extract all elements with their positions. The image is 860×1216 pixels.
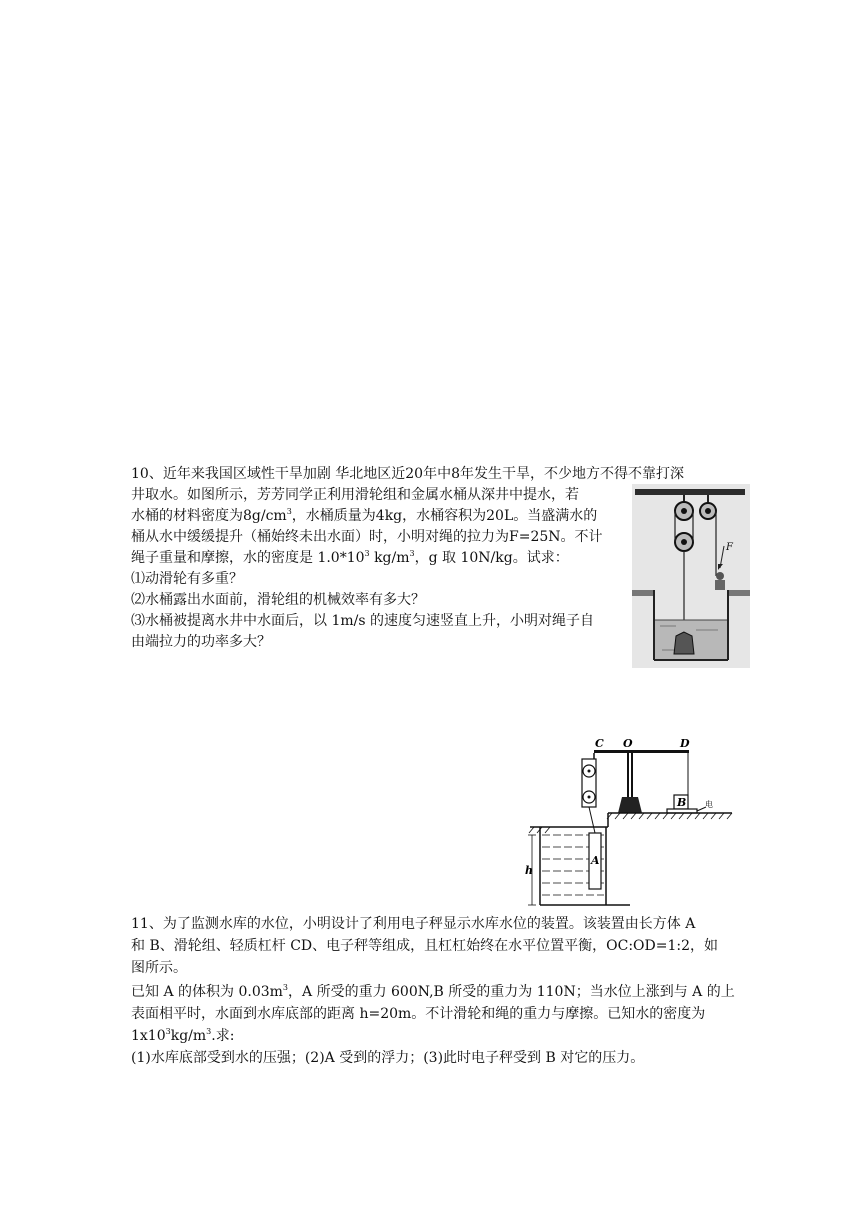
q10-line-1: 10、近年来我国区域性干旱加剧 华北地区近20年中8年发生干旱，不少地方不得不靠打深 xyxy=(131,466,684,482)
q10-sub-question-2: ⑵水桶露出水面前，滑轮组的机械效率有多大？ xyxy=(131,592,425,608)
q11-label-d: D xyxy=(680,737,690,750)
q11-lever-reservoir-figure xyxy=(510,735,742,913)
q11-label-c: C xyxy=(595,737,604,750)
q11-line-7: (1)水库底部受到水的压强；(2)A 受到的浮力；(3)此时电子秤受到 B 对它的压力。 xyxy=(131,1050,645,1066)
q11-line-5: 表面相平时，水面到水库底部的距离 h=20m。不计滑轮和绳的重力与摩擦。已知水的密度为 xyxy=(131,1006,706,1022)
q10-line-5: 绳子重量和摩擦，水的密度是 $1.0*10^3$ $kg/m^3$，g 取 10N/kg。试求： xyxy=(131,549,569,566)
q11-label-a: A xyxy=(591,854,600,867)
q10-line-2: 井取水。如图所示，芳芳同学正利用滑轮组和金属水桶从深井中提水，若 xyxy=(131,487,579,503)
q11-label-h: h xyxy=(525,864,533,877)
q10-sub-question-1: ⑴动滑轮有多重？ xyxy=(131,571,243,587)
q10-force-label: F xyxy=(726,542,733,553)
q11-label-b: B xyxy=(677,796,687,809)
q11-line-1: 11、为了监测水库的水位，小明设计了利用电子秤显示水库水位的装置。该装置由长方体 A xyxy=(131,916,696,932)
q11-label-o: O xyxy=(623,737,633,750)
q11-label-scale: 电 xyxy=(705,800,713,809)
q10-line-3: 水桶的材料密度为$8g/cm^3$，水桶质量为4kg，水桶容积为20L。当盛满水的 xyxy=(131,507,598,524)
q11-line-3: 图所示。 xyxy=(131,960,187,976)
q11-line-2: 和 B、滑轮组、轻质杠杆 CD、电子秤等组成，且杠杠始终在水平位置平衡，OC:OD=1:2，如 xyxy=(131,938,718,954)
q10-pulley-well-figure xyxy=(632,484,750,668)
q11-line-4: 已知 A 的体积为 $0.03m^3$，A 所受的重力 600N,B 所受的重力为 110N；当水位上涨到与 A 的上 xyxy=(131,983,735,1000)
q11-line-6: $1x10^3kg/m^3$.求: xyxy=(131,1027,235,1044)
q10-line-4: 桶从水中缓缓提升（桶始终未出水面）时，小明对绳的拉力为F=25N。不计 xyxy=(131,529,603,545)
q10-sub-question-3b: 由端拉力的功率多大？ xyxy=(131,634,271,650)
q10-sub-question-3a: ⑶水桶被提离水井中水面后，以 1m/s 的速度匀速竖直上升，小明对绳子自 xyxy=(131,613,594,629)
